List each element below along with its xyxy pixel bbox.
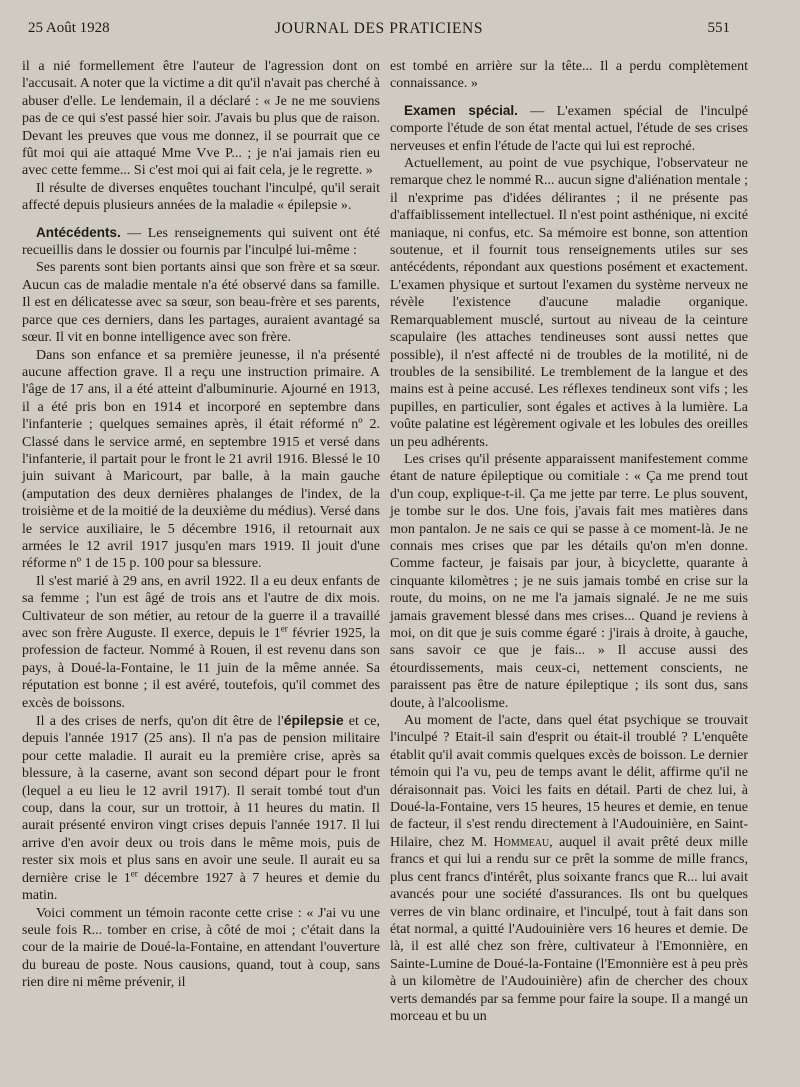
paragraph [390,102,748,155]
paragraph: Ses parents sont bien portants ainsi que son frère et sa sœur. Aucun cas de maladie mentale n'a été observé dans sa famille. Il est en délicatesse avec sa sœur, son beau-frère et ses parents, parce que ces derniers, dans les partages, auraient avantagé sa sœur. Il vit en bonne intelligence avec son frère. [22,260,380,346]
paragraph: Les crises qu'il présente apparaissent manifestement comme étant de nature épileptique ou comitiale : « Ça me prend tout d'un coup, explique-t-il. Ça me jette par terre. Le plus souvent, je tombe sur le dos. Une fois, j'avais fait mes matières dans mon pantalon. Je ne sais ce qui se passe à ce moment-là. Je ne connais mes crises que par les détails qu'on m'en donne. Comme facteur, je faisais par jour, à bicyclette, quarante à cinquante kilomètres ; je ne suis jamais tombé en crise sur la route, du moins, on ne me l'a jamais signalé. Je ne me suis jamais gravement blessé dans mes crises... Quand je reviens à moi, on dit que je suis comme égaré : j'irais à droite, à gauche, sans savoir ce que je fais... » Il accuse aussi des étourdissements, mais ceux-ci, nettement conscients, ne paraissent pas être de nature épileptique ; ils sont dus, sans doute, à l'alcoolisme. [390,451,748,711]
person-name: Hommeau [493,834,550,850]
header-date: 25 Août 1928 [28,20,110,36]
section-heading-antecedents: Antécédents. [36,224,121,240]
paragraph [22,224,380,260]
superscript: er [130,868,138,879]
superscript: er [280,623,288,634]
paragraph-text: Il s'est marié à 29 ans, en avril 1922. Il a eu deux enfants de sa femme ; l'un est âgé de trois ans et l'autre de dix mois. Cultivateur de son métier, au retour de la guerre il a travaillé avec son frère Auguste. Il exerce, depuis le 1 [22,573,380,641]
section-heading-examen: Examen spécial. [404,102,518,118]
highlighted-term: épilepsie [283,712,344,729]
paragraph-text: février 1925, la profession de facteur. Nommé à Rouen, il est revenu dans son pays, à Doué-la-Fontaine, le 11 juin de la même année. Sa réputation est bonne ; il est avéré, toutefois, qu'il commet des excès de boissons. [22,626,380,711]
paragraph-text: Au moment de l'acte, dans quel état psychique se trouvait l'inculpé ? Etait-il sain d'esprit ou était-il troublé ? L'enquête établit qu'il avait commis quelques excès de boisson. Le dernier témoin qui l'a vu, peu de temps avant le délit, affirme qu'il ne déraisonnait pas. Voici les faits en détail. Parti de chez lui, à Doué-la-Fontaine, vers 15 heures, 15 heures et demie, en tenue de facteur, il s'est rendu directement à l'Audouinière, en Saint-Hilaire, chez M. [390,713,748,850]
paragraph: Actuellement, au point de vue psychique, l'observateur ne remarque chez le nommé R... aucun signe d'aliénation mentale ; il n'exprime pas d'idées délirantes ; il ne présente pas d'affaiblissement intellectuel. Il n'est point asthénique, ni excité maniaque, ni confus, etc. Sa mémoire est bonne, son attention soutenue, et il fournit tous renseignements utiles sur ses antécédents, répondant aux questions posément et exactement. L'examen physique et surtout l'examen du système nerveux ne révèle l'existence d'aucune maladie organique. Remarquablement musclé, surtout au niveau de la ceinture scapulaire (les attaches tendineuses sont aussi nettes que possible), il n'est affecté ni de troubles de la motilité, ni de troubles de la sensibilité. Le tremblement de la langue et des mains est à peine accusé. Les réflexes tendineux sont vifs ; les pupilles, en particulier, sont égales et actives à la lumière. La voûte palatine est légèrement ogivale et les lobules des oreilles un peu adhérents. [390,156,748,450]
header-title: JOURNAL DES PRATICIENS [274,20,484,37]
paragraph: est tombé en arrière sur la tête... Il a perdu complètement connaissance. » [390,59,748,92]
page-number: 551 [707,20,730,36]
paragraph-text: — Les renseignements qui suivent ont été recueillis dans le dossier ou fournis par l'inculpé lui-même : [22,225,380,259]
paragraph-text: Il a des crises de nerfs, qu'on dit être de l' [36,714,284,730]
paragraph: Voici comment un témoin raconte cette crise : « J'ai vu une seule fois R... tomber en crise, à côté de moi ; c'était dans la cour de la mairie de Doué-la-Fontaine, en attendant l'ouverture du bureau de poste. Nous causions, quand, tout à coup, sans rien dire ni même prévenir, il [22,905,380,991]
paragraph [22,573,380,712]
running-header [28,20,730,40]
paragraph-text: et ce, depuis l'année 1917 (25 ans). Il n'a pas de pension militaire pour cette maladie. Il aurait eu la première crise, après sa blessure, à la caserne, avant son second départ pour le front (lequel a eu lieu le 12 avril 1917). Il serait tombé tout d'un coup, dans la cour, sur un trottoir, à 11 heures du matin. Il aurait présenté environ vingt crises depuis l'année 1917. Il lui arrive d'en avoir deux ou trois dans le même mois, puis de rester six mois et plus sans en avoir une seule. Il aurait eu sa dernière crise le 1 [22,714,380,886]
paragraph [22,712,380,904]
paragraph: Il résulte de diverses enquêtes touchant l'inculpé, qu'il serait affecté depuis plusieurs années de la maladie « épilepsie ». [22,180,380,214]
paragraph: Dans son enfance et sa première jeunesse, il n'a présenté aucune affection grave. Il a reçu une instruction primaire. A l'âge de 17 ans, il a été atteint d'albuminurie. Ajourné en 1913, il a été pris bon en 1914 et incorporé en septembre dans l'infanterie ; quelques semaines après, il était réformé nº 2. Classé dans le service armé, en septembre 1915 et versé dans l'infanterie, il partait pour le front le 21 avril 1916. Blessé le 10 juin suivant à Maricourt, par balle, à la main gauche (amputation des deux dernières phalanges de l'index, de la troisième et de la moitié de la deuxième du médius). Versé dans le service auxiliaire, le 5 décembre 1916, il retournait aux armées le 12 avril 1917 jusqu'en mars 1919. Il jouit d'une réforme nº 1 de 15 p. 100 pour sa blessure. [22,347,380,572]
left-column [22,58,380,992]
paragraph-text: , auquel il avait prêté deux mille francs et qui lui a rendu sur ce prêt la somme de mille francs, plus cent francs d'intérêt, plus soixante francs que R... lui avait avancés pour une société d'assurances. Ils ont bu quelques verres de vin blanc ordinaire, et l'inculpé, tout à fait dans son état normal, a quitté l'Audouinière vers 16 heures et demie. De là, il est allé chez son frère, cultivateur à l'Emonnière, en Sainte-Lumine de Doué-la-Fontaine (l'Emonnière est à peu près à un kilomètre de l'Audouinière) afin de chercher des choux verts demandés par sa femme pour faire la soupe. Il a mangé un morceau et bu un [390,834,748,1024]
paragraph-text: décembre 1927 à 7 heures et demie du matin. [22,870,380,904]
paragraph: il a nié formellement être l'auteur de l'agression dont on l'accusait. A noter que la victime a dit qu'il n'avait pas cherché à abuser d'elle. Le lendemain, il a déclaré : « Je ne me souviens pas de ce qui s'est passé hier soir. J'avais bu plus que de raison. Devant les preuves que vous me donnez, il se pourrait que ce fût moi qui aie attaqué Mme Vve P... ; je n'ai jamais rien eu avec cette femme... Si c'est moi qui ai fait cela, je le regrette. » [22,59,380,179]
paragraph [390,712,748,1025]
right-column [390,58,748,1025]
paragraph-text: — L'examen spécial de l'inculpé comporte l'étude de son état mental actuel, l'étude de ses crises nerveuses et enfin l'étude de l'acte qui lui est reproché. [390,103,749,154]
